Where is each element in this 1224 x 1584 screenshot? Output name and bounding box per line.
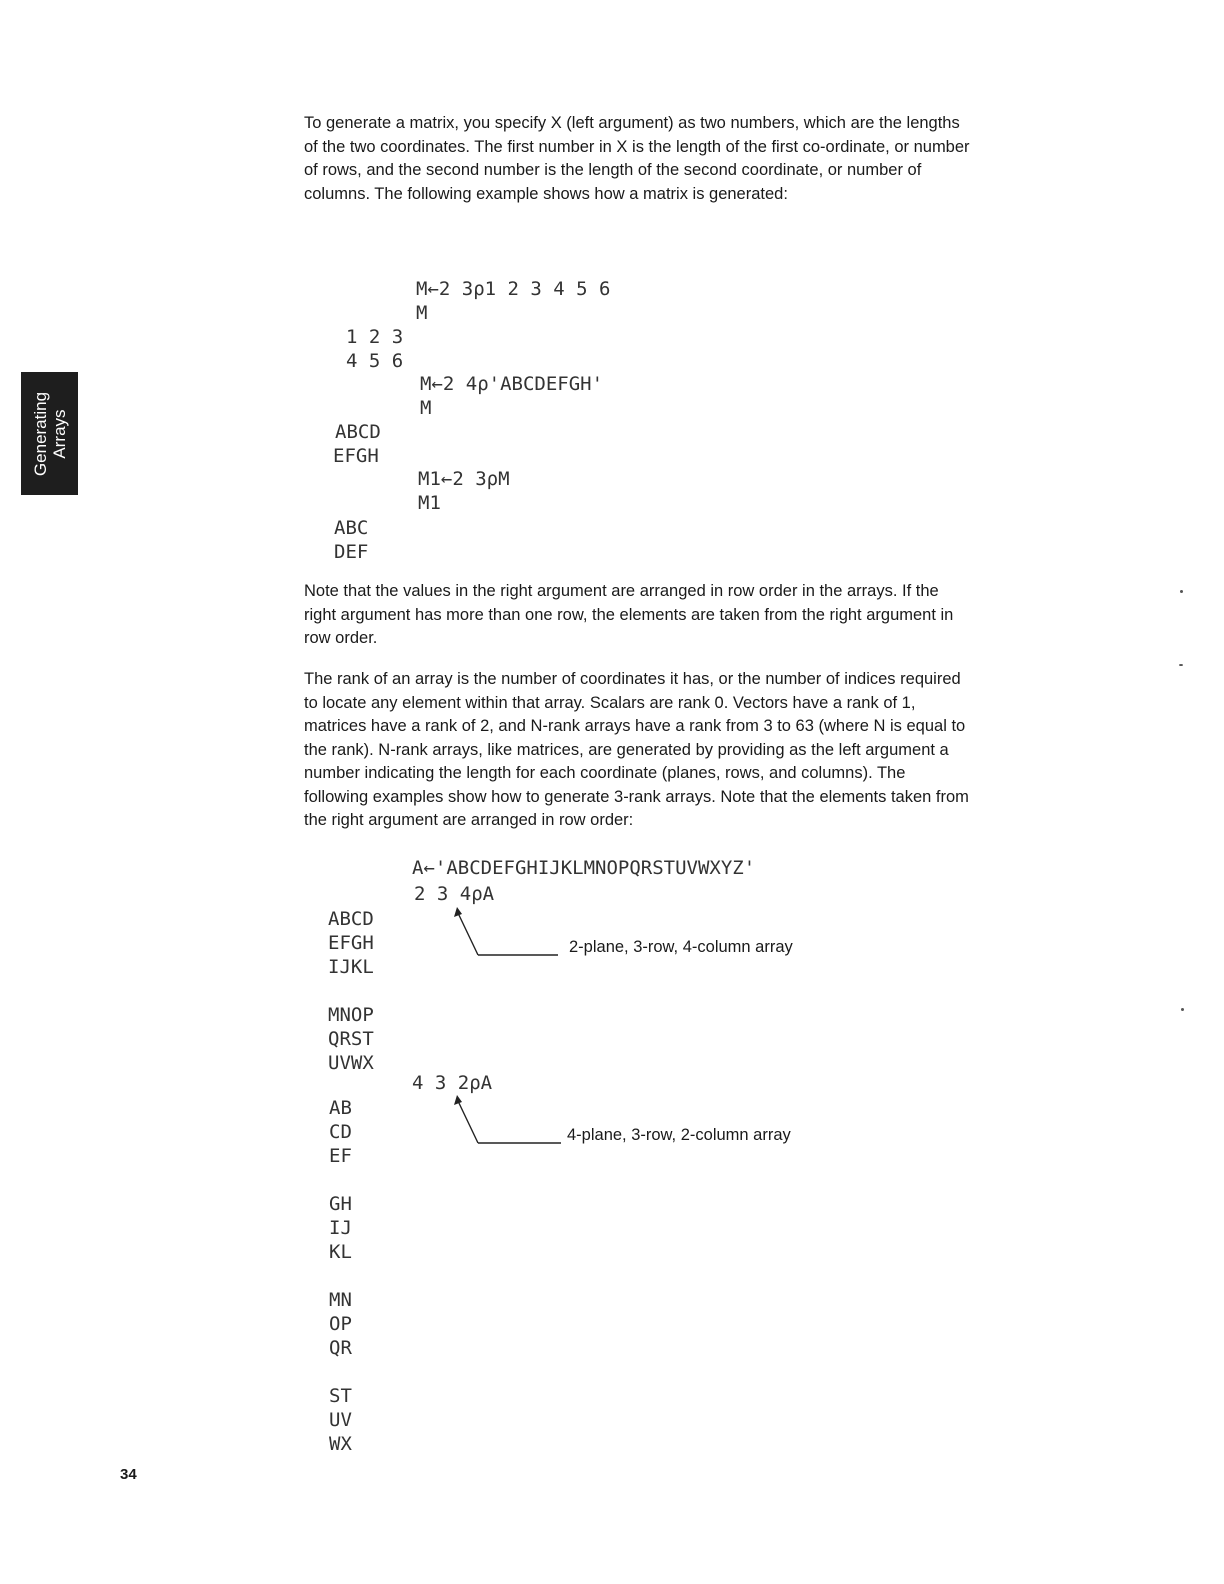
output-line: QRST bbox=[328, 1028, 374, 1050]
output-line: KL bbox=[329, 1241, 352, 1263]
code-line: M1←2 3⍴M bbox=[418, 468, 510, 490]
output-line: IJKL bbox=[328, 956, 374, 978]
blank-line bbox=[328, 979, 374, 1003]
output-line: CD bbox=[329, 1121, 352, 1143]
output-line: ABCD bbox=[328, 908, 374, 930]
output-line: ABC bbox=[334, 517, 369, 539]
blank-line bbox=[329, 1264, 352, 1288]
output-line: 1 2 3 bbox=[346, 326, 404, 348]
row-order-paragraph: Note that the values in the right argument are arranged in row order in the arrays. If the right argument has more than one row, the elements are taken from the right argument in row order. bbox=[304, 582, 954, 647]
output-line: 4 5 6 bbox=[346, 350, 404, 372]
scan-speck bbox=[1180, 590, 1183, 593]
output-line: ABCD bbox=[335, 421, 381, 443]
pointer-arrow bbox=[450, 1093, 565, 1149]
output-block-2x3x4 bbox=[328, 907, 374, 1075]
blank-line bbox=[329, 1168, 352, 1192]
output-line: MNOP bbox=[328, 1004, 374, 1026]
scan-speck bbox=[1179, 664, 1183, 666]
output-line: ST bbox=[329, 1385, 352, 1407]
array-caption: 4-plane, 3-row, 2-column array bbox=[567, 1126, 791, 1144]
output-line: WX bbox=[329, 1433, 352, 1455]
intro-paragraph: To generate a matrix, you specify X (left argument) as two numbers, which are the lengths of the two coordinates. The first number in X is the length of the first co-ordinate, or number of rows, and the second number is the length of the second coordinate, or number of columns. The following example shows how a matrix is generated: bbox=[304, 114, 970, 203]
output-line: EFGH bbox=[333, 445, 379, 467]
scan-speck bbox=[1181, 1008, 1184, 1011]
output-line: QR bbox=[329, 1337, 352, 1359]
side-tab-label: Generating Arrays bbox=[30, 391, 69, 476]
blank-line bbox=[329, 1360, 352, 1384]
code-line: A←'ABCDEFGHIJKLMNOPQRSTUVWXYZ' bbox=[412, 857, 756, 879]
output-line: GH bbox=[329, 1193, 352, 1215]
code-line: M bbox=[420, 397, 432, 419]
page-number: 34 bbox=[120, 1466, 137, 1483]
output-block-4x3x2 bbox=[329, 1096, 352, 1456]
output-line: UV bbox=[329, 1409, 352, 1431]
code-line: M1 bbox=[418, 492, 441, 514]
code-line: M bbox=[416, 302, 428, 324]
code-line: M←2 3⍴1 2 3 4 5 6 bbox=[416, 278, 611, 300]
output-line: AB bbox=[329, 1097, 352, 1119]
output-line: IJ bbox=[329, 1217, 352, 1239]
pointer-arrow bbox=[450, 905, 562, 961]
output-line: EF bbox=[329, 1145, 352, 1167]
code-line: M←2 4⍴'ABCDEFGH' bbox=[420, 373, 604, 395]
side-tab bbox=[21, 372, 78, 495]
code-line: 4 3 2⍴A bbox=[412, 1072, 493, 1094]
output-line: EFGH bbox=[328, 932, 374, 954]
code-line: 2 3 4⍴A bbox=[414, 883, 495, 905]
rank-paragraph: The rank of an array is the number of coordinates it has, or the number of indices required to locate any element within that array. Scalars are rank 0. Vectors have a rank of 1, matrices have a rank of 2, and N-rank arrays have a rank from 3 to 63 (where N is equal to the rank). N-rank arrays, like matrices, are generated by providing as the left argument a number indicating the length for each coordinate (planes, rows, and columns). The following examples show how to generate 3-rank arrays. Note that the elements taken from the right argument are arranged in row order: bbox=[304, 670, 969, 829]
array-caption: 2-plane, 3-row, 4-column array bbox=[569, 938, 793, 956]
output-line: DEF bbox=[334, 541, 369, 563]
output-line: OP bbox=[329, 1313, 352, 1335]
output-line: MN bbox=[329, 1289, 352, 1311]
output-line: UVWX bbox=[328, 1052, 374, 1074]
